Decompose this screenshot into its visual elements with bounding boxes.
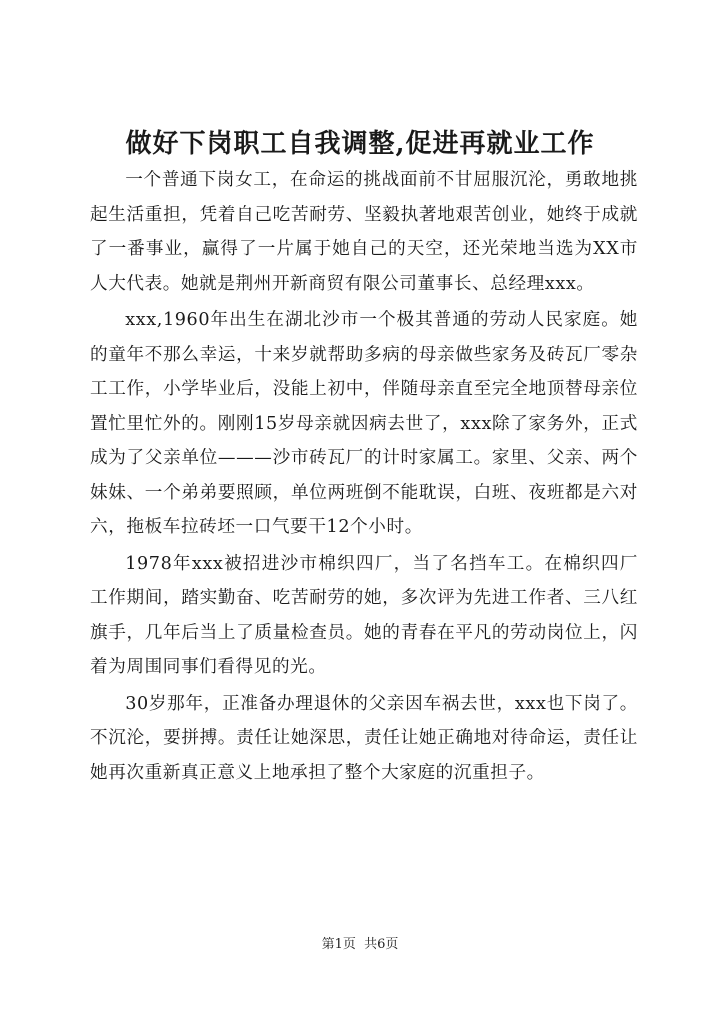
page-number: 第1页 共6页 [321,937,399,952]
paragraph-1: 一个普通下岗女工，在命运的挑战面前不甘屈服沉沦，勇敢地挑起生活重担，凭着自己吃苦耐劳、坚毅执著地艰苦创业，她终于成就了一番事业，赢得了一片属于她自己的天空，还光荣地当选为XX市人大代表。她就是荆州开新商贸有限公司董事长、总经理xxx。 [90,170,638,294]
paragraph-4: 30岁那年，正准备办理退休的父亲因车祸去世，xxx也下岗了。不沉沦，要拼搏。责任让她深思，责任让她正确地对待命运，责任让她再次重新真正意义上地承担了整个大家庭的沉重担子。 [90,693,638,783]
document-body [90,163,638,792]
page-footer [0,935,720,955]
paragraph-3: 1978年xxx被招进沙市棉织四厂，当了名挡车工。在棉织四厂工作期间，踏实勤奋、吃苦耐劳的她，多次评为先进工作者、三八红旗手，几年后当上了质量检查员。她的青春在平凡的劳动岗位上，闪着为周围同事们看得见的光。 [90,553,638,677]
document-title: 做好下岗职工自我调整,促进再就业工作 [125,129,595,159]
paragraph-2: xxx,1960年出生在湖北沙市一个极其普通的劳动人民家庭。她的童年不那么幸运，十来岁就帮助多病的母亲做些家务及砖瓦厂零杂工工作，小学毕业后，没能上初中，伴随母亲直至完全地顶替母亲位置忙里忙外的。刚刚15岁母亲就因病去世了，xxx除了家务外，正式成为了父亲单位———沙市砖瓦厂的计时家属工。家里、父亲、两个妹妹、一个弟弟要照顾，单位两班倒不能耽误，白班、夜班都是六对六，拖板车拉砖坯一口气要干12个小时。 [90,310,638,537]
